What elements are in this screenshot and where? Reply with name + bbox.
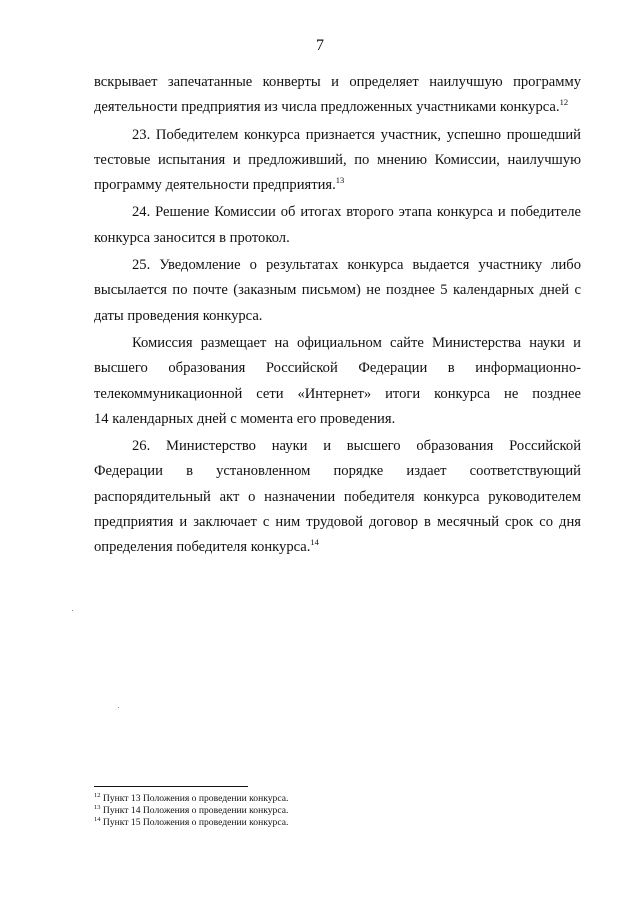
footnote-item [94, 793, 574, 805]
footnote-number: 12 [94, 791, 101, 799]
footnote-text: Пункт 13 Положения о проведении конкурса. [102, 793, 289, 804]
page-number: 7 [316, 37, 324, 54]
text-line [94, 95, 581, 120]
footnote-text: Пункт 14 Положения о проведении конкурса. [102, 805, 289, 816]
text-line: 26. Министерство науки и высшего образования Российской [132, 438, 581, 455]
paragraph-23 [94, 123, 581, 199]
text-line: 25. Уведомление о результатах конкурса выдается участнику либо [132, 257, 581, 274]
footnote-ref: 14 [310, 537, 319, 548]
text-line-content: определения победителя конкурса. [94, 539, 311, 556]
footnote-ref: 13 [335, 175, 345, 186]
footnote-item [94, 817, 574, 829]
text-line-content: программу деятельности предприятия. [94, 177, 336, 194]
text-line: распорядительный акт о назначении победителя конкурса руководителем [94, 488, 581, 505]
paragraph-26 [94, 434, 581, 560]
scan-speck [72, 610, 73, 611]
text-line: предприятия и заключает с ним трудовой договор в месячный срок со дня [94, 514, 581, 531]
text-line: 23. Победителем конкурса признается участник, успешно прошедший [132, 126, 581, 143]
footnote-item [94, 805, 574, 817]
paragraph-24 [94, 200, 581, 251]
text-line: 24. Решение Комиссии об итогах второго этапа конкурса и победителе [132, 204, 581, 221]
body-text [94, 70, 581, 563]
footnote-divider [94, 786, 248, 787]
footnote-ref: 12 [559, 97, 569, 108]
text-line [94, 173, 581, 198]
text-line: вскрывает запечатанные конверты и определяет наилучшую программу [94, 74, 581, 90]
text-line: Федерации в установленном порядке издает соответствующий [94, 463, 581, 480]
text-line: 14 календарных дней с момента его проведения. [94, 410, 396, 427]
footnote-number: 13 [94, 803, 101, 811]
text-line: конкурса заносится в протокол. [94, 229, 290, 246]
footnotes [94, 793, 574, 829]
scan-speck [118, 707, 119, 708]
text-line-content: деятельности предприятия из числа предложенных участниками конкурса. [94, 99, 560, 116]
text-line: высылается по почте (заказным письмом) не позднее 5 календарных дней с [94, 282, 581, 299]
text-line: высшего образования Российской Федерации в информационно- [94, 360, 581, 377]
text-line: телекоммуникационной сети «Интернет» итоги конкурса не позднее [94, 385, 581, 402]
footnote-text: Пункт 15 Положения о проведении конкурса. [102, 817, 289, 828]
paragraph-25 [94, 253, 581, 329]
footnote-number: 14 [94, 815, 101, 823]
text-line: Комиссия размещает на официальном сайте Министерства науки и [132, 334, 581, 351]
text-line: тестовые испытания и предложивший, по мнению Комиссии, наилучшую [94, 151, 581, 168]
paragraph-commission [94, 331, 581, 432]
text-line: даты проведения конкурса. [94, 307, 263, 324]
paragraph-continuation [94, 70, 581, 121]
text-line [94, 535, 581, 560]
